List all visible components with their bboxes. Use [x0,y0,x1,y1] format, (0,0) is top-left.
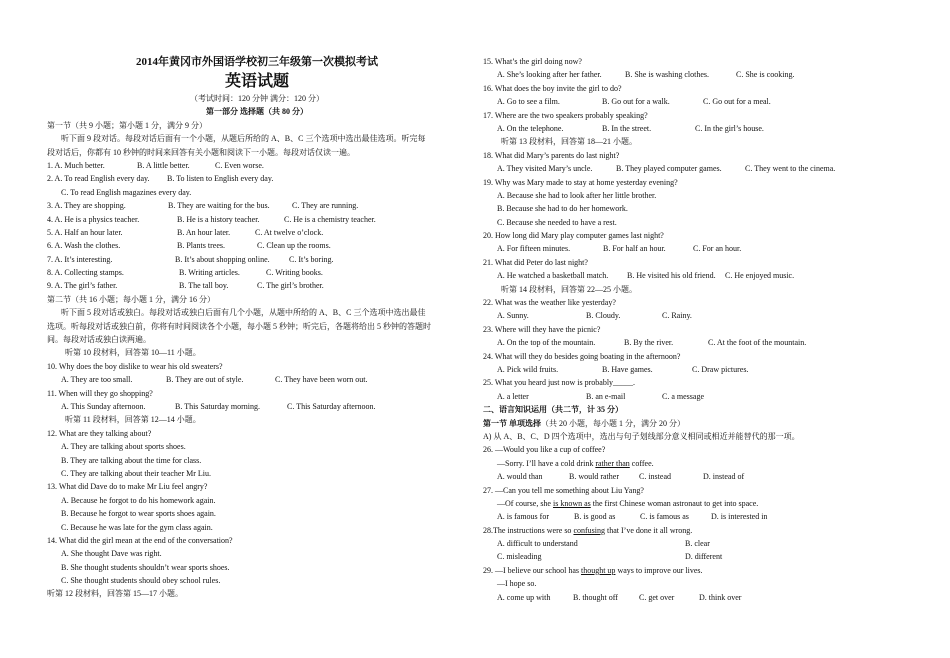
question-24: 24. What will they do besides going boating in the afternoon? [483,351,681,361]
question-7 [47,253,467,266]
q4-option-c: C. He is a chemistry teacher. [284,214,376,224]
listen-10-heading: 听第 10 段材料，回答第 10—11 小题。 [65,348,201,358]
question-16-options [483,95,903,108]
subject-title: 英语试题 [224,71,289,90]
q29-option-c: C. get over [639,592,675,602]
q25-option-a: A. a letter [497,391,529,401]
q22-option-a: A. Sunny. [497,311,529,321]
q13-option-c: C. Because he was late for the gym class again. [61,522,213,532]
q14-option-c: C. She thought students should obey school rules. [61,576,221,586]
right-column [483,55,903,604]
question-20-options [483,242,903,255]
q3-option-a: 3. A. They are shopping. [47,201,126,211]
question-4 [47,213,467,226]
q29-stem-pre: 29. —I believe our school has [483,565,581,575]
listen-13-heading: 听第 13 段材料，回答第 18—21 小题。 [501,137,637,147]
question-15-options [483,68,903,81]
question-28-options-ab [483,537,903,550]
q17-option-b: B. In the street. [602,123,652,133]
q22-option-b: B. Cloudy. [586,311,621,321]
multiple-choice-heading-title: 第一节 单项选择 [483,418,541,428]
section2-heading: 第二节（共 16 小题；每小题 1 分，满分 16 分） [47,294,215,304]
q20-option-a: A. For fifteen minutes. [497,244,571,254]
question-15: 15. What’s the girl doing now? [483,57,582,66]
q20-option-c: C. For an hour. [693,244,742,254]
q12-option-a: A. They are talking about sports shoes. [61,442,186,452]
q16-option-c: C. Go out for a meal. [703,97,771,107]
q6-option-c: C. Clean up the rooms. [257,241,331,251]
q12-option-b: B. They are talking about the time for class. [61,455,202,465]
q26-option-b: B. would rather [569,472,619,482]
question-21-options [483,269,903,282]
q11-option-c: C. This Saturday afternoon. [287,401,376,411]
multiple-choice-heading-score: （共 20 小题，每小题 1 分，满分 20 分） [541,418,685,428]
q13-option-b: B. Because he forgot to wear sports shoes again. [61,509,216,519]
q14-option-a: A. She thought Dave was right. [61,549,162,559]
part1-heading: 第一部分 选择题（共 80 分） [206,107,308,117]
q29-option-a: A. come up with [497,592,551,602]
q3-option-c: C. They are running. [292,201,359,211]
listen-12-heading: 听第 12 段材料，回答第 15—17 小题。 [47,589,183,599]
q20-option-b: B. For half an hour. [603,244,666,254]
q8-option-b: B. Writing articles. [179,268,240,278]
exam-info: （考试时间：120 分钟 满分：120 分） [190,94,324,103]
question-11: 11. When will they go shopping? [47,388,153,398]
question-26-reply [483,457,903,470]
section2-instructions-line3: 间。每段对话或独白读两遍。 [47,335,151,345]
q29-option-d: D. think over [699,592,742,602]
question-10-options [47,373,467,386]
q23-option-b: B. By the river. [624,338,674,348]
question-9 [47,279,467,292]
q28-option-d: D. different [685,552,723,562]
q4-option-a: 4. A. He is a physics teacher. [47,214,140,224]
q9-option-c: C. The girl’s brother. [257,281,324,291]
question-26-options [483,470,903,483]
question-23: 23. Where will they have the picnic? [483,324,601,334]
q24-option-b: B. Have games. [602,364,653,374]
q27-option-c: C. is famous as [640,512,689,522]
q23-option-c: C. At the foot of the mountain. [708,338,807,348]
q7-option-a: 7. A. It’s interesting. [47,254,113,264]
section1-instructions-line1: 听下面 9 段对话。每段对话后面有一个小题，从题后所给的 A、B、C 三个选项中选出最佳选项。听完每 [61,134,426,144]
q24-option-c: C. Draw pictures. [692,364,749,374]
section1-instructions-line2: 段对话后，你都有 10 秒钟的时间来回答有关小题和阅读下一小题。每段对话仅读一遍。 [47,147,355,157]
q6-option-a: 6. A. Wash the clothes. [47,241,121,251]
q28-option-c: C. misleading [497,552,542,562]
q14-option-b: B. She thought students shouldn’t wear sports shoes. [61,562,230,572]
q8-option-a: 8. A. Collecting stamps. [47,268,124,278]
section2-instructions-line1: 听下面 5 段对话或独白。每段对话或独白后面有几个小题，从题中所给的 A、B、C 三个选项中选出最佳 [61,308,426,318]
question-2-option-c: C. To read English magazines every day. [61,187,192,197]
question-22: 22. What was the weather like yesterday? [483,298,616,308]
question-25-options [483,390,903,403]
q16-option-a: A. Go to see a film. [497,97,560,107]
q26-option-c: C. instead [639,472,671,482]
q19-option-b: B. Because she had to do her homework. [497,204,628,214]
q28-stem-pre: 28.The instructions were so [483,525,574,535]
question-27: 27. —Can you tell me something about Liu Yang? [483,485,644,495]
question-23-options [483,336,903,349]
q10-option-c: C. They have been worn out. [275,375,368,385]
multiple-choice-instructions: A) 从 A、B、C、D 四个选项中，选出与句子划线部分意义相同或相近并能替代的那一项。 [483,431,800,441]
q25-option-c: C. a message [662,391,704,401]
question-29-options [483,591,903,604]
q27-reply-post: the first Chinese woman astronaut to get into space. [590,498,759,508]
q15-option-b: B. She is washing clothes. [625,70,709,80]
question-21: 21. What did Peter do last night? [483,257,588,267]
question-27-options [483,510,903,523]
multiple-choice-heading [483,417,903,430]
q21-option-c: C. He enjoyed music. [725,271,795,281]
question-6 [47,239,467,252]
q26-reply-post: coffee. [629,458,654,468]
q1-option-a: 1. A. Much better. [47,160,105,170]
question-11-options [47,400,467,413]
q26-reply-pre: —Sorry. I’ll have a cold drink [497,458,596,468]
question-28 [483,524,903,537]
question-13: 13. What did Dave do to make Mr Liu feel angry? [47,482,208,492]
q17-option-c: C. In the girl’s house. [695,123,764,133]
question-20: 20. How long did Mary play computer games last night? [483,231,664,241]
question-8 [47,266,467,279]
q16-option-b: B. Go out for a walk. [602,97,670,107]
question-28-options-cd [483,550,903,563]
listen-14-heading: 听第 14 段材料，回答第 22—25 小题。 [501,284,637,294]
question-26: 26. —Would you like a cup of coffee? [483,445,606,455]
q9-option-a: 9. A. The girl’s father. [47,281,118,291]
question-25: 25. What you heard just now is probably_____. [483,378,636,388]
q19-option-a: A. Because she had to look after her little brother. [497,190,657,200]
part2-heading: 二、语言知识运用（共二节，计 35 分） [483,405,623,415]
q3-option-b: B. They are waiting for the bus. [168,201,270,211]
q10-option-a: A. They are too small. [61,375,133,385]
q18-option-c: C. They went to the cinema. [745,164,836,174]
q1-option-b: B. A little better. [137,160,190,170]
q27-option-a: A. is famous for [497,512,549,522]
question-1 [47,159,467,172]
q28-underlined-word: confusing [573,525,605,535]
q26-option-d: D. instead of [703,472,745,482]
q28-option-a: A. difficult to understand [497,539,578,549]
q22-option-c: C. Rainy. [662,311,692,321]
q10-option-b: B. They are out of style. [166,375,244,385]
question-16: 16. What does the boy invite the girl to do? [483,83,622,93]
q26-underlined-phrase: rather than [595,458,630,468]
question-27-reply [483,497,903,510]
question-5 [47,226,467,239]
listen-11-heading: 听第 11 段材料，回答第 12—14 小题。 [65,415,201,425]
q27-option-b: B. is good as [574,512,616,522]
q18-option-a: A. They visited Mary’s uncle. [497,164,593,174]
q29-underlined-phrase: thought up [580,565,616,575]
question-24-options [483,363,903,376]
q27-option-d: D. is interested in [711,512,768,522]
q29-stem-post: ways to improve our lives. [615,565,703,575]
q7-option-b: B. It’s about shopping online. [175,254,270,264]
q7-option-c: C. It’s boring. [289,254,334,264]
q4-option-b: B. He is a history teacher. [177,214,260,224]
q27-reply-pre: —Of course, she [497,498,553,508]
question-22-options [483,309,903,322]
question-18: 18. What did Mary’s parents do last night? [483,150,620,160]
q12-option-c: C. They are talking about their teacher Mr Liu. [61,468,212,478]
q18-option-b: B. They played computer games. [616,164,722,174]
q21-option-a: A. He watched a basketball match. [497,271,609,281]
question-3 [47,199,467,212]
q2-option-a: 2. A. To read English every day. [47,174,150,184]
question-29 [483,564,903,577]
q19-option-c: C. Because she needed to have a rest. [497,217,617,227]
question-12: 12. What are they talking about? [47,428,152,438]
left-column [47,54,467,601]
q5-option-b: B. An hour later. [177,227,231,237]
question-18-options [483,162,903,175]
exam-title: 2014年黄冈市外国语学校初三年级第一次模拟考试 [136,56,378,68]
q2-option-b: B. To listen to English every day. [167,174,274,184]
section2-instructions-line2: 选项。听每段对话或独白前，你将有时间阅读各个小题，每小题 5 秒钟；听完后，各题将给出 5 秒钟的答题时 [47,321,431,331]
q15-option-c: C. She is cooking. [736,70,795,80]
q21-option-b: B. He visited his old friend. [627,271,716,281]
q8-option-c: C. Writing books. [266,268,323,278]
question-2 [47,172,467,185]
question-17: 17. Where are the two speakers probably speaking? [483,110,648,120]
q9-option-b: B. The tall boy. [179,281,229,291]
q29-option-b: B. thought off [573,592,618,602]
question-14: 14. What did the girl mean at the end of the conversation? [47,535,233,545]
question-10: 10. Why does the boy dislike to wear his old sweaters? [47,361,223,371]
question-17-options [483,122,903,135]
q11-option-b: B. This Saturday morning. [175,401,260,411]
q27-underlined-phrase: is known as [552,498,591,508]
q23-option-a: A. On the top of the mountain. [497,338,596,348]
q5-option-a: 5. A. Half an hour later. [47,227,123,237]
section1-heading: 第一节（共 9 小题；第小题 1 分，满分 9 分） [47,120,207,130]
q15-option-a: A. She’s looking after her father. [497,70,602,80]
q6-option-b: B. Plants trees. [177,241,225,251]
q1-option-c: C. Even worse. [215,160,264,170]
q26-option-a: A. would than [497,472,543,482]
q11-option-a: A. This Sunday afternoon. [61,401,146,411]
question-19: 19. Why was Mary made to stay at home yesterday evening? [483,177,678,187]
q25-option-b: B. an e-mail [586,391,626,401]
q5-option-c: C. At twelve o’clock. [255,227,324,237]
q28-option-b: B. clear [685,539,710,549]
q28-stem-post: that I’ve done it all wrong. [605,525,693,535]
q24-option-a: A. Pick wild fruits. [497,364,559,374]
q13-option-a: A. Because he forgot to do his homework again. [61,495,216,505]
question-29-reply: —I hope so. [497,579,537,589]
q17-option-a: A. On the telephone. [497,123,564,133]
